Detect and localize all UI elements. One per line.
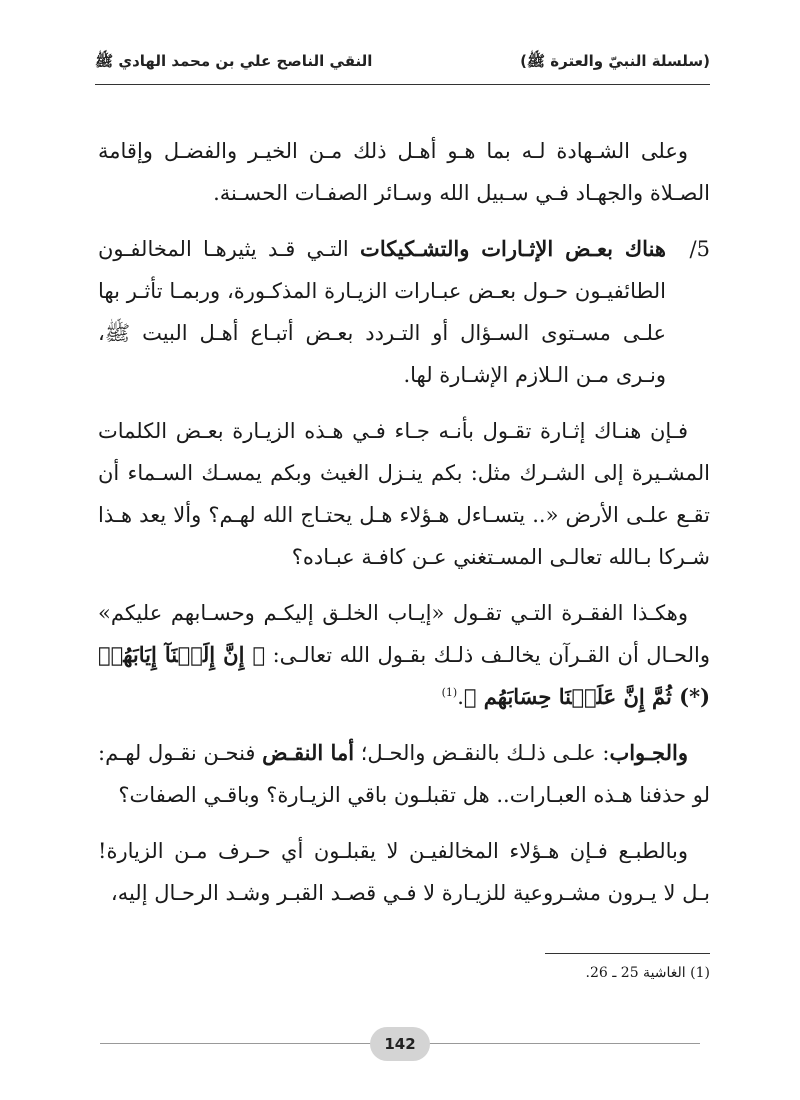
series-title: (سلسلة النبيّ والعترة ﷺ): [520, 52, 710, 70]
quran-verse: ﴿ إِنَّ إِلَيۡنَآ إِيَابَهُمۡ (*) ثُمَّ إِنَّ عَلَيۡنَا حِسَابَهُم ﴾: [98, 642, 710, 709]
paragraph-3-end: .: [457, 685, 464, 709]
paragraph-5: وبالطبـع فـإن هـؤلاء المخالفيـن لا يقبلـون أي حـرف مـن الزيارة! بـل لا يـرون مشـروعية للزيـارة لا فـي قصـد القبـر وشـد الرحـال إليه،: [98, 839, 710, 905]
paragraph-4-text-1: : علـى ذلـك بالنقـض والحـل؛: [354, 741, 610, 765]
list-item-bold-lead: هناك بعـض الإثـارات والتشـكيكات: [360, 236, 666, 261]
refutation-heading: أما النقـض: [262, 740, 355, 765]
book-title: النقي الناصح علي بن محمد الهادي ﷺ: [95, 52, 373, 70]
paragraph-2: فـإن هنـاك إثـارة تقـول بأنـه جـاء فـي هـذه الزيـارة بعـض الكلمات المشـيرة إلى الشـرك مثل: بكم ينـزل الغيث وبكم يمسـك السـماء أن تقـع علـى الأرض «.. يتسـاءل هـؤلاء هـل يحتـاج الله لهـم؟ وألا يعد هـذا شـركا بـالله تعالـى المسـتغني عـن كافـة عبـاده؟: [98, 419, 710, 569]
list-item-text: التـي قـد يثيرهـا المخالفـون الطائفيـون حـول بعـض عبـارات الزيـارة المذكـورة، وربمـا تأثـر بها علـى مسـتوى السـؤال أو التـردد بعـض أتبـاع أهـل البيت ﷺ، ونـرى مـن الـلازم الإشـارة لها.: [98, 237, 666, 387]
page-footer: [100, 1027, 700, 1061]
list-item-5: [98, 228, 710, 396]
answer-heading: والجـواب: [609, 740, 688, 765]
footnote-divider: [545, 953, 710, 954]
footnote-ref: (1): [441, 686, 458, 699]
paragraph-4-text-2: فنحـن نقـول لهـم: لو حذفنا هـذه العبـارات.. هل تقبلـون باقي الزيـارة؟ وباقـي الصفات؟: [98, 741, 710, 807]
footnote: (1) الغاشية 25 ـ 26.: [585, 965, 710, 981]
paragraph-4: [98, 732, 710, 816]
page-number: 142: [370, 1027, 430, 1061]
list-item-number: 5/: [689, 237, 710, 261]
paragraph-3-text: وهكـذا الفقـرة التـي تقـول «إيـاب الخلـق إليكـم وحسـابهم عليكم» والحـال أن القـرآن يخالـف ذلـك بقـول الله تعالـى:: [98, 601, 710, 667]
paragraph-3: [98, 592, 710, 718]
main-text: [98, 130, 710, 928]
paragraph-1: وعلى الشـهادة لـه بما هـو أهـل ذلك مـن الخيـر والفضـل وإقامة الصـلاة والجهـاد فـي سـبيل الله وسـائر الصفـات الحسـنة.: [98, 139, 710, 205]
page-header: [95, 52, 710, 85]
list-item-body: [98, 228, 666, 396]
